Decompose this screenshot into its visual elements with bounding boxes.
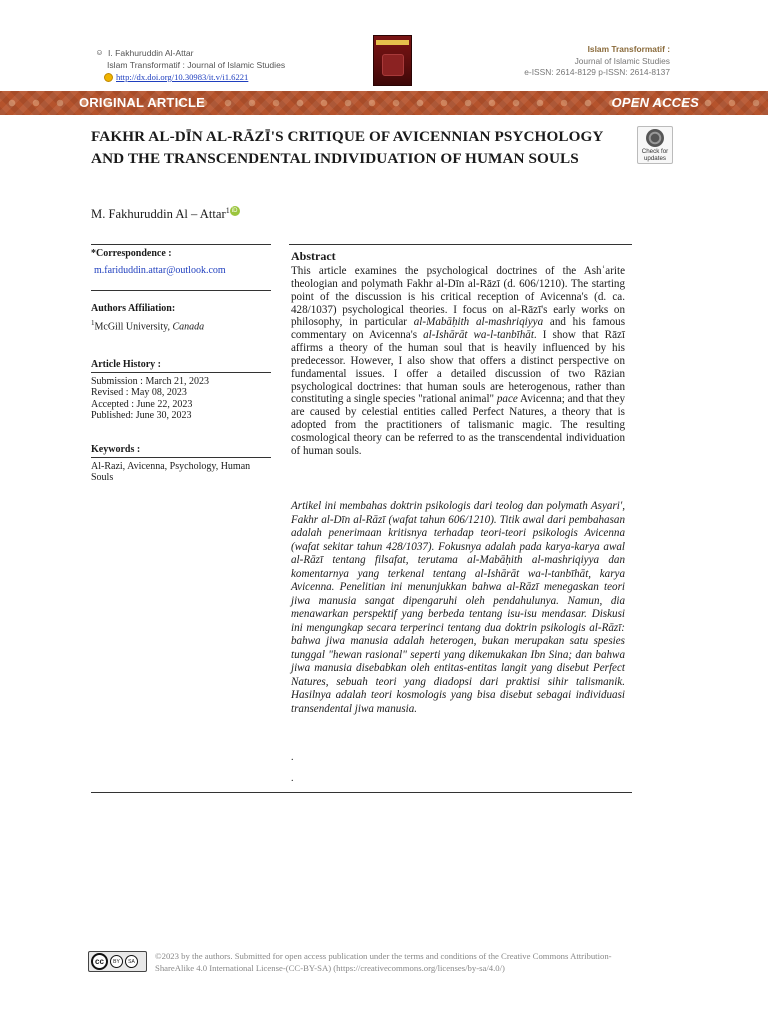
abstract-heading: Abstract: [291, 249, 336, 263]
people-icon: ☺: [95, 48, 104, 57]
check-updates-line1: Check for: [641, 148, 669, 155]
author-line: [91, 207, 240, 222]
header-journal-row: [94, 59, 285, 71]
doi-icon: [104, 73, 113, 82]
correspondence-block: [91, 248, 271, 276]
issn: e-ISSN: 2614-8129 p-ISSN: 2614-8137: [524, 67, 670, 77]
sa-icon: [125, 955, 138, 968]
bottom-rule: [91, 792, 632, 793]
history-accepted: Accepted : June 22, 2023: [91, 398, 193, 410]
header-journal: Islam Transformatif : Journal of Islamic Studies: [107, 60, 286, 70]
keywords-list: Al-Razi, Avicenna, Psychology, Human Souls: [91, 460, 251, 483]
affiliation-country: Canada: [172, 320, 205, 332]
history-label: Article History :: [91, 359, 271, 373]
abstract-english: [291, 265, 625, 458]
abstract-dot-1: .: [291, 752, 294, 763]
article-title: FAKHR AL-DĪN AL-RĀZĪ'S CRITIQUE OF AVICENNIAN PSYCHOLOGY AND THE TRANSCENDENTAL INDIVIDUATION OF HUMAN SOULS: [91, 128, 603, 167]
banner-open-access: OPEN ACCES: [611, 95, 699, 110]
header-left: [94, 47, 285, 83]
author-name: M. Fakhuruddin Al – Attar: [91, 207, 226, 221]
journal-cover-image: [373, 35, 412, 86]
affiliation-institution: McGill University,: [94, 320, 173, 332]
orcid-icon[interactable]: iD: [230, 206, 240, 216]
affiliation-sup: 1: [91, 318, 95, 327]
correspondence-label: *Correspondence :: [91, 248, 172, 259]
abstract-en-italic3: pace: [496, 393, 518, 406]
abstract-en-italic1: al-Mabāḥith al-mashriqiyya: [413, 316, 544, 329]
history-revised: Revised : May 08, 2023: [91, 387, 187, 398]
abstract-en-italic2: al-Ishārāt wa-l-tanbīhāt: [423, 329, 534, 342]
top-rule-left: [91, 244, 271, 245]
check-for-updates-badge[interactable]: [637, 126, 673, 164]
banner-original-article: ORIGINAL ARTICLE: [79, 95, 205, 110]
author-sup: 1: [225, 206, 230, 215]
correspondence-email[interactable]: m.fariduddin.attar@outlook.com: [94, 264, 226, 276]
check-updates-icon: [646, 129, 664, 147]
header-author: I. Fakhuruddin Al-Attar: [108, 48, 194, 58]
abstract-en-part4: Avicenna; and that they are caused by celestial entities called Perfect Natures, a theory that is adopted from the practitioners of talismanic magic. The resulting cosmological theory can be referred to as the transcendental individuation of human souls.: [291, 393, 625, 457]
article-banner: [0, 91, 768, 115]
cc-license-badge[interactable]: [88, 951, 147, 972]
journal-name: Islam Transformatif :: [587, 44, 670, 54]
by-label: BY: [113, 958, 120, 965]
license-text: ©2023 by the authors. Submitted for open access publication under the terms and conditions of the Creative Commons Attribution-ShareAlike 4.0 International License-(CC-BY-SA) (https://creativecommons.org/licenses/by-sa/4.0/): [155, 951, 612, 973]
keywords-label: Keywords :: [91, 444, 271, 458]
doi-link[interactable]: http://dx.doi.org/10.30983/it.v/i1.6221: [116, 72, 249, 82]
cc-icon: cc: [91, 953, 108, 970]
check-updates-line2: updates: [643, 155, 667, 162]
affiliation-label: Authors Affiliation:: [91, 303, 176, 314]
keywords-block: [91, 444, 271, 484]
header-doi-row: [94, 71, 285, 83]
abstract-en-part1: This article examines the psychological doctrines of the Ashʿarite theologian and polymath Fakhr al-Dīn al-Rāzī (d. 606/1210). The starting point of the discussion is his critical reception of Avicenna's (d. ca. 428/1037) psychological theories. I focus on al-Rāzī's early works on philosophy, in particular: [291, 265, 625, 329]
abstract-en-part2: and his famous commentary on Avicenna's: [291, 316, 626, 342]
header-right: [524, 44, 670, 79]
history-published: Published: June 30, 2023: [91, 410, 192, 421]
journal-subtitle: Journal of Islamic Studies: [574, 55, 670, 66]
affiliation-block: [91, 303, 271, 332]
abstract-dot-2: .: [291, 773, 294, 784]
email-rule: [91, 290, 271, 291]
top-rule-right: [289, 244, 632, 245]
by-icon: [110, 955, 123, 968]
history-block: [91, 359, 271, 422]
abstract-indonesian: Artikel ini membahas doktrin psikologis dari teolog dan polymath Asyari', Fakhr al-Dīn al-Rāzī (wafat tahun 606/1210). Titik awal dari pembahasan adalah penerimaan kritisnya terhadap teori-teori psikologis Avicenna (wafat sekitar tahun 428/1037). Fokusnya adalah pada karya-karya awal al-Rāzī tentang filsafat, terutama al-Mabāḥith al-mashriqiyya dan komentarnya yang terkenal tentang al-Ishārāt wa-l-tanbīhāt, karya Avicenna. Penelitian ini menunjukkan bahwa al-Rāzī menegaskan teori jiwa manusia sangat dipengaruhi oleh pendahulunya. Namun, dia menawarkan perspektif yang berbeda tentang isu-isu mendasar. Diskusi ini mengungkap secara terperinci tentang dua doktrin psikologis al-Rāzī: bahwa jiwa manusia adalah heterogen, bukan merupakan satu spesies tunggal "hewan rasional" seperti yang dikemukakan Ibn Sina; dan bahwa jiwa manusia disebabkan oleh entitas-entitas langit yang disebut Perfect Natures, sebuah teori yang diadopsi dari praktisi sihir talismanik. Hasilnya adalah teori kosmologis yang bisa disebut sebagai individuasi transendental jiwa manusia.: [291, 500, 625, 715]
sa-label: SA: [128, 958, 135, 965]
header-author-row: [94, 47, 285, 59]
abstract-en-part3: . I show that Rāzī affirms a theory of the human soul that is heavily influenced by his predecessor. However, I also show that offers a distinct perspective on fundamental issues. I offer a detailed discussion of two Rāzian psychological doctrines: that human souls are heterogenous, rather than constituting a single species "rational animal": [291, 329, 625, 406]
history-submission: Submission : March 21, 2023: [91, 375, 210, 387]
